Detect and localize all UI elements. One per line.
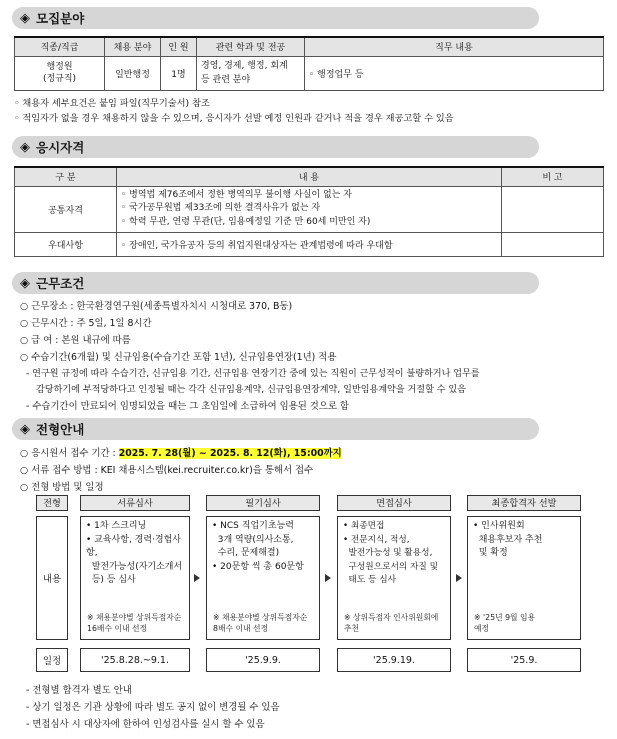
stage-content: • 1차 스크리닝 • 교육사항, 경력·경험사항, 발전가능성(자기소개서 등) 등 심사 ※ 채용분야별 상위득점자순 16배수 이내 선정 bbox=[80, 516, 190, 640]
section-header-conditions bbox=[12, 272, 539, 294]
table-header: 내 용 bbox=[117, 167, 502, 186]
condition-line: ○ 근무장소 : 한국환경연구원(세종특별자치시 시청대로 370, B동) bbox=[20, 301, 293, 312]
count-cell: 1명 bbox=[161, 56, 197, 90]
footer-note: - 상기 일정은 기관 상황에 따라 별도 공지 없이 변경될 수 있음 bbox=[26, 702, 280, 713]
job-cell: 행정원 (정규직) bbox=[15, 56, 105, 90]
duty-cell: ◦ 행정업무 등 bbox=[305, 56, 604, 90]
condition-line: ○ 수습기간(6개월) 및 신규임용(수습기간 포함 1년), 신규임용연장(1년) 적용 bbox=[20, 352, 337, 363]
stage-name: 필기심사 bbox=[206, 495, 320, 511]
stage-name: 서류심사 bbox=[80, 495, 190, 511]
condition-line: ○ 급 여 : 본원 내규에 따름 bbox=[20, 335, 131, 346]
table-header: 구 분 bbox=[15, 167, 117, 186]
qual-label: 공통자격 bbox=[15, 186, 117, 232]
stage-note: ※ '25년 9월 임용 예정 bbox=[474, 613, 536, 633]
content-row-label: 내용 bbox=[36, 516, 68, 640]
apply-period-line: ○ 응시원서 접수 기간 : 2025. 7. 28(월) ~ 2025. 8. 12(화), 15:00까지 bbox=[20, 448, 342, 459]
stage-note: ※ 채용분야별 상위득점자순 8배수 이내 선정 bbox=[213, 613, 308, 633]
condition-line: - 수습기간이 만료되어 임명되었을 때는 그 초임일에 소급하여 임용된 것으로 함 bbox=[26, 401, 349, 412]
arrow-right-icon bbox=[194, 574, 200, 582]
diamond-icon: ◈ bbox=[20, 421, 30, 437]
table-header: 비 고 bbox=[502, 167, 604, 186]
condition-line: 감당하기에 부적당하다고 인정될 때는 각각 신규임용계약, 신규임용연장계약, 일반임용계약을 거절할 수 있음 bbox=[36, 385, 466, 395]
recruitment-table bbox=[14, 36, 604, 91]
footer-note: - 전형별 합격자 별도 안내 bbox=[26, 685, 132, 696]
condition-line: - 연구원 규정에 따라 수습기간, 신규임용 기간, 신규임용 연장기간 중에 있는 직원이 근무성적이 불량하거나 업무를 bbox=[26, 369, 480, 379]
major-cell: 경영, 경제, 행정, 회계 등 관련 분야 bbox=[197, 56, 305, 90]
table-header: 관련 학과 및 전공 bbox=[197, 37, 305, 56]
stage-content: • NCS 직업기초능력 3개 역량(의사소통, 수리, 문제해결) • 20문항 씩 총 60문항 ※ 채용분야별 상위득점자순 8배수 이내 선정 bbox=[206, 516, 320, 640]
stage-name: 면접심사 bbox=[337, 495, 451, 511]
section-title: 전형안내 bbox=[36, 422, 85, 437]
table-header: 채용 분야 bbox=[105, 37, 161, 56]
section-title: 응시자격 bbox=[36, 140, 85, 155]
stage-date: '25.9.19. bbox=[337, 648, 451, 672]
section-title: 근무조건 bbox=[36, 276, 85, 291]
diamond-icon: ◈ bbox=[20, 275, 30, 291]
section-header-qualification bbox=[12, 136, 539, 158]
field-cell: 일반행정 bbox=[105, 56, 161, 90]
table-header: 직종/직급 bbox=[15, 37, 105, 56]
condition-line: ○ 근무시간 : 주 5일, 1일 8시간 bbox=[20, 318, 152, 329]
stage-content: • 최종면접 • 전문지식, 적성, 발전가능성 및 활용성, 구성원으로서의 자질 및 태도 등 심사 ※ 상위득점자 인사위원회에 추천 bbox=[337, 516, 451, 640]
diamond-icon: ◈ bbox=[20, 10, 30, 26]
section-header-recruitment bbox=[12, 7, 539, 29]
table-header: 직무 내용 bbox=[305, 37, 604, 56]
qual-label: 우대사항 bbox=[15, 232, 117, 256]
qual-content: ◦ 병역법 제76조에서 정한 병역의무 불이행 사실이 없는 자 ◦ 국가공무원법 제33조에 의한 결격사유가 없는 자 ◦ 학력 무관, 연령 무관(단, 임용예정일 기준 만 60세 미만인 자) bbox=[117, 186, 502, 232]
stage-col-label: 전형 bbox=[36, 495, 68, 511]
stage-date: '25.9.9. bbox=[206, 648, 320, 672]
stage-note: ※ 채용분야별 상위득점자순 16배수 이내 선정 bbox=[87, 613, 182, 633]
table-header: 인 원 bbox=[161, 37, 197, 56]
stage-name: 최종합격자 선발 bbox=[467, 495, 581, 511]
arrow-right-icon bbox=[456, 574, 462, 582]
diamond-icon: ◈ bbox=[20, 139, 30, 155]
section-title: 모집분야 bbox=[36, 11, 85, 26]
method-line: ○ 서류 접수 방법 : KEI 채용시스템(kei.recruiter.co.kr)을 통해서 접수 bbox=[20, 465, 314, 476]
stage-date: '25.9. bbox=[467, 648, 581, 672]
section-header-selection bbox=[12, 418, 539, 440]
qual-content: ◦ 장애인, 국가유공자 등의 취업지원대상자는 관계법령에 따라 우대함 bbox=[117, 232, 502, 256]
note: ◦ 채용자 세부요건은 붙임 파일(직무기술서) 참조 bbox=[14, 98, 210, 109]
note: ◦ 적임자가 없을 경우 채용하지 않을 수 있으며, 응시자가 선발 예정 인원과 같거나 적을 경우 재공고할 수 있음 bbox=[14, 113, 454, 124]
arrow-right-icon bbox=[325, 574, 331, 582]
stage-content: • 인사위원회 채용후보자 추천 및 확정 ※ '25년 9월 임용 예정 bbox=[467, 516, 581, 640]
schedule-row-label: 일정 bbox=[36, 648, 68, 672]
stage-note: ※ 상위득점자 인사위원회에 추천 bbox=[344, 613, 439, 633]
qualification-table bbox=[14, 166, 604, 257]
footer-note: - 면접심사 시 대상자에 한하여 인성검사를 실시 할 수 있음 bbox=[26, 719, 265, 730]
stage-date: '25.8.28.~9.1. bbox=[80, 648, 190, 672]
schedule-line: ○ 전형 방법 및 일정 bbox=[20, 482, 104, 493]
apply-period-highlight: 2025. 7. 28(월) ~ 2025. 8. 12(화), 15:00까지 bbox=[118, 448, 342, 459]
